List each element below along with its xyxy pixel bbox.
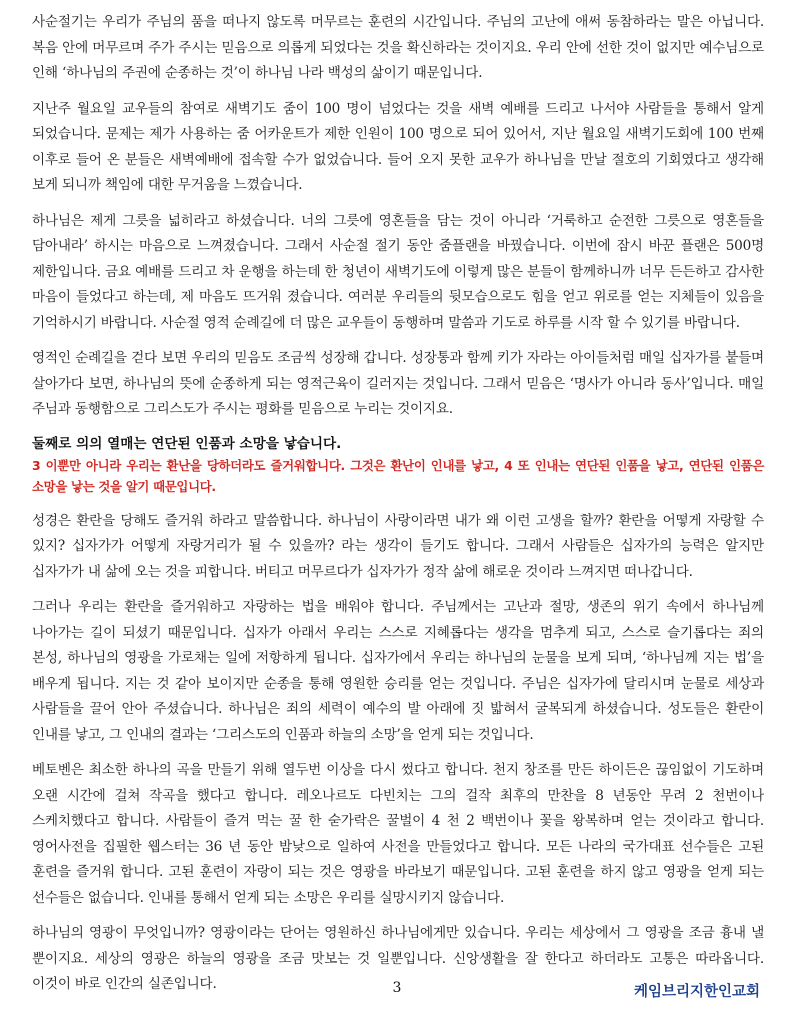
scripture-verse: 3 이뿐만 아니라 우리는 환난을 당하더라도 즐거워합니다. 그것은 환난이 인내를 낳고, 4 또 인내는 연단된 인품을 낳고, 연단된 인품은 소망을 낳는 것을 알기 때문입니다. (32, 457, 764, 494)
church-name: 케임브리지한인교회 (633, 984, 760, 1000)
paragraph-tribulation: 성경은 환란을 당해도 즐거워 하라고 말씀합니다. 하나님이 사랑이라면 내가 왜 이런 고생을 할까? 환란을 어떻게 자랑할 수 있지? 십자가가 어떻게 자랑거리가 될 수 있을까? 라는 생각이 들기도 합니다. 그래서 사람들은 십자가의 능력은 알지만 십자가가 내 삶에 오는 것을 피합니다. 버티고 머무르다가 십자가가 정작 삶에 해로운 것이라 느껴지면 떠나갑니다. (32, 512, 764, 580)
page-footer (0, 980, 794, 1004)
paragraph-spiritual-growth: 영적인 순례길을 걷다 보면 우리의 믿음도 조금씩 성장해 갑니다. 성장통과 함께 키가 자라는 아이들처럼 매일 십자가를 붙들며 살아가다 보면, 하나님의 뜻에 순종하게 되는 영적근육이 길러지는 것입니다. 그래서 믿음은 ‘명사가 아니라 동사’입니다. 매일 주님과 동행함으로 그리스도가 주시는 평화를 믿음으로 누리는 것이지요. (32, 350, 764, 417)
paragraph-widen-vessel: 하나님은 제게 그릇을 넓히라고 하셨습니다. 너의 그릇에 영혼들을 담는 것이 아니라 ‘거룩하고 순전한 그릇으로 영혼들을 담아내라’ 하시는 마음으로 느껴졌습니다. 그래서 사순절 절기 동안 줌플랜을 바꿨습니다. 이번에 잠시 바꾼 플랜은 500명 제한입니다. 금요 예배를 드리고 차 운행을 하는데 한 청년이 새벽기도에 이렇게 많은 분들이 함께하니까 너무 든든하고 감사한 마음이 들었다고 하는데, 제 마음도 뜨거워 졌습니다. 여러분 우리들의 뒷모습으로도 힘을 얻고 위로를 얻는 지체들이 있음을 기억하시기 바랍니다. 사순절 영적 순례길에 더 많은 교우들이 동행하며 말씀과 기도로 하루를 시작 할 수 있기를 바랍니다. (32, 212, 764, 331)
paragraph-glory-of-god: 하나님의 영광이 무엇입니까? 영광이라는 단어는 영원하신 하나님에게만 있습니다. 우리는 세상에서 그 영광을 조금 흉내 낼 뿐이지요. 세상의 영광은 하늘의 영광을 조금 맛보는 것 일뿐입니다. 신앙생활을 잘 한다고 하더라도 고통은 따라옵니다. 이것이 바로 인간의 실존입니다. (32, 925, 764, 992)
section-heading: 둘째로 의의 열매는 연단된 인품과 소망을 낳습니다. (32, 435, 342, 452)
paragraph-zoom-limit: 지난주 월요일 교우들의 참여로 새벽기도 줌이 100 명이 넘었다는 것을 새벽 예배를 드리고 나서야 사람들을 통해서 알게 되었습니다. 문제는 제가 사용하는 줌 어카운트가 제한 인원이 100 명으로 되어 있어서, 지난 월요일 새벽기도회에 100 번째 이후로 들어 온 분들은 새벽예배에 접속할 수가 없었습니다. 들어 오지 못한 교우가 하나님을 만날 절호의 기회였다고 생각해 보게 되니까 책임에 대한 무거움을 느꼈습니다. (32, 100, 764, 193)
paragraph-rejoice-in-suffering: 그러나 우리는 환란을 즐거워하고 자랑하는 법을 배워야 합니다. 주님께서는 고난과 절망, 생존의 위기 속에서 하나님께 나아가는 길이 되셨기 때문입니다. 십자가 아래서 우리는 스스로 지혜롭다는 생각을 멈추게 되고, 스스로 슬기롭다는 죄의 본성, 하나님의 영광을 가로채는 일에 저항하게 됩니다. 십자가에서 우리는 하나님의 눈물을 보게 되며, ‘하나님께 지는 법’을 배우게 됩니다. 지는 것 같아 보이지만 순종을 통해 영원한 승리를 얻는 것입니다. 주님은 십자가에 달리시며 눈물로 세상과 사람들을 끌어 안아 주셨습니다. 하나님은 죄의 세력이 예수의 발 아래에 짓 밟혀서 굴복되게 하셨습니다. 성도들은 환란이 인내를 낳고, 그 인내의 결과는 ‘그리스도의 인품과 하늘의 소망’을 얻게 되는 것입니다. (32, 599, 764, 743)
paragraph-lent-discipline: 사순절기는 우리가 주님의 품을 떠나지 않도록 머무르는 훈련의 시간입니다. 주님의 고난에 애써 동참하라는 말은 아닙니다. 복음 안에 머무르며 주가 주시는 믿음으로 의롭게 되었다는 것을 확신하라는 것이지요. 우리 안에 선한 것이 없지만 예수님으로 인해 ‘하나님의 주권에 순종하는 것’이 하나님 나라 백성의 삶이기 때문입니다. (32, 14, 764, 81)
paragraph-perseverance-examples: 베토벤은 최소한 하나의 곡을 만들기 위해 열두번 이상을 다시 썼다고 합니다. 천지 창조를 만든 하이든은 끊임없이 기도하며 오랜 시간에 걸쳐 작곡을 했다고 합니다. 레오나르도 다빈치는 그의 걸작 최후의 만찬을 8 년동안 무려 2 천번이나 스케치했다고 합니다. 사람들이 즐겨 먹는 꿀 한 숟가락은 꿀벌이 4 천 2 백번이나 꽃을 왕복하며 얻는 것이라고 합니다. 영어사전을 집필한 웹스터는 36 년 동안 밤낮으로 일하여 사전을 만들었다고 합니다. 모든 나라의 국가대표 선수들은 고된 훈련을 즐거워 합니다. 고된 훈련이 자랑이 되는 것은 영광을 바라보기 때문입니다. 고된 훈련을 하지 않고 영광을 얻게 되는 선수들은 없습니다. 인내를 통해서 얻게 되는 소망은 우리를 실망시키지 않습니다. (32, 762, 764, 906)
page-number: 3 (392, 980, 402, 996)
